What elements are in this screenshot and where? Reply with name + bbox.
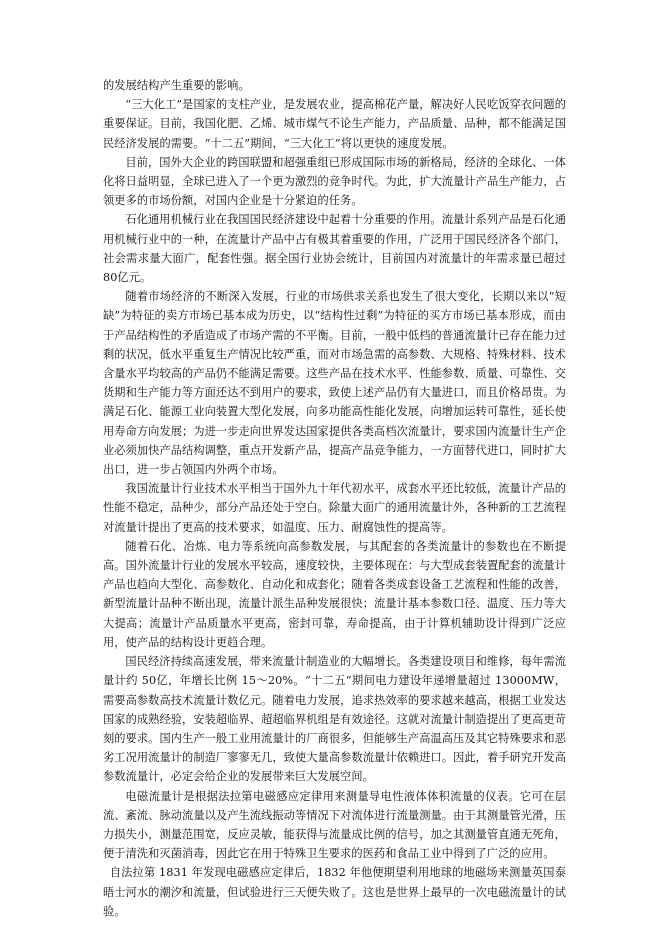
- paragraph-6: 我国流量计行业技术水平相当于国外九十年代初水平，成套水平还比较低，流量计产品的性能不稳定，品种少，部分产品还处于空白。除量大面广的通用流量计外，各种新的工艺流程对流量计提出了更高的技术要求，如温度、压力、耐腐蚀性的提高等。: [103, 482, 566, 534]
- paragraph-4: 石化通用机械行业在我国国民经济建设中起着十分重要的作用。流量计系列产品是石化通用机械行业中的一种，在流量计产品中占有极其着重要的作用，广泛用于国民经济各个部门，社会需求量大面广，配套性强。据全国行业协会统计，目前国内对流量计的年需求量已超过80亿元。: [103, 213, 566, 285]
- paragraph-9: 电磁流量计是根据法拉第电磁感应定律用来测量导电性液体体积流量的仪表。它可在层流、紊流、脉动流量以及产生流线振动等情况下对流体进行流量测量。由于其测量管光滑，压力损失小，测量范围宽，反应灵敏，能获得与流量成比例的信号，加之其测量管直通无死角，便于清洗和灭菌消毒，因此它在用于特殊卫生要求的医药和食品工业中得到了广泛的应用。: [103, 789, 566, 861]
- paragraph-3: 目前，国外大企业的跨国联盟和超强重组已形成国际市场的新格局，经济的全球化、一体化将日益明显，全球已进入了一个更为激烈的竞争时代。为此，扩大流量计产品生产能力，占领更多的市场份额，对国内企业是十分紧迫的任务。: [103, 155, 566, 208]
- paragraph-8: 国民经济持续高速发展，带来流量计制造业的大幅增长。各类建设项目和维修，每年需流量计约 50亿，年增长比例 15～20%。“十二五”期间电力建设年递增量超过 13000MW，需要高参数高技术流量计数亿元。随着电力发展，追求热效率的要求越来越高，根据工业发达国家的成熟经验，安装超临界、超超临界机组是有效途径。这就对流量计制造提出了更高更苛刻的要求。国内生产一般工业用流量计的厂商很多，但能够生产高温高压及其它特殊要求和恶劣工况用流量计的制造厂寥寥无几，致使大量高参数流量计依赖进口。因此，着手研究开发高参数流量计，必定会给企业的发展带来巨大发展空间。: [103, 655, 566, 784]
- paragraph-2: “三大化工”是国家的支柱产业，是发展农业，提高棉花产量，解决好人民吃饭穿衣问题的重要保证。目前，我国化肥、乙烯、城市煤气不论生产能力，产品质量、品种，都不能满足国民经济发展的需要。“十二五”期间，“三大化工”将以更快的速度发展。: [103, 98, 566, 150]
- paragraph-5: 随着市场经济的不断深入发展，行业的市场供求关系也发生了很大变化，长期以来以“短缺”为特征的卖方市场已基本成为历史，以“结构性过剩”为特征的买方市场已基本形成，而由于产品结构性的矛盾造成了市场产需的不平衡。目前，一般中低档的普通流量计已存在能力过剩的状况，低水平重复生产情况比较严重，而对市场急需的高参数、大规格、特殊材料、技术含量水平均较高的产品仍不能满足需要。这些产品在技术水平、性能参数、质量、可靠性、交货期和生产能力等方面还达不到用户的要求，致使上述产品仍有大量进口，而且价格昂贵。为满足石化、能源工业向装置大型化发展，向多功能高性能化发展，向增加运转可靠性，延长使用寿命方向发展；为进一步走向世界发达国家提供各类高档次流量计，要求国内流量计生产企业必须加快产品结构调整，重点开发新产品，提高产品竞争能力，一方面替代进口，同时扩大出口，进一步占领国内外两个市场。: [103, 290, 566, 477]
- paragraph-1: 的发展结构产生重要的影响。: [103, 79, 250, 92]
- paragraph-10: 自法拉第 1831 年发现电磁感应定律后，1832 年他便期望利用地球的地磁场来测量英国泰晤士河水的潮汐和流量，但试验进行三天便失败了。这也是世界上最早的一次电磁流量计的试验。: [103, 866, 566, 918]
- paragraph-7: 随着石化、冶炼、电力等系统向高参数发展，与其配套的各类流量计的参数也在不断提高。国外流量计行业的发展水平较高，速度较快，主要体现在：与大型成套装置配套的流量计产品也趋向大型化、高参数化、自动化和成套化；随着各类成套设备工艺流程和性能的改善，新型流量计品种不断出现，流量计派生品种发展很快；流量计基本参数口径、温度、压力等大大提高；流量计产品质量水平更高，密封可靠，寿命提高，由于计算机辅助设计得到广泛应用，使产品的结构设计更趋合理。: [103, 539, 566, 649]
- document-body: [103, 76, 566, 921]
